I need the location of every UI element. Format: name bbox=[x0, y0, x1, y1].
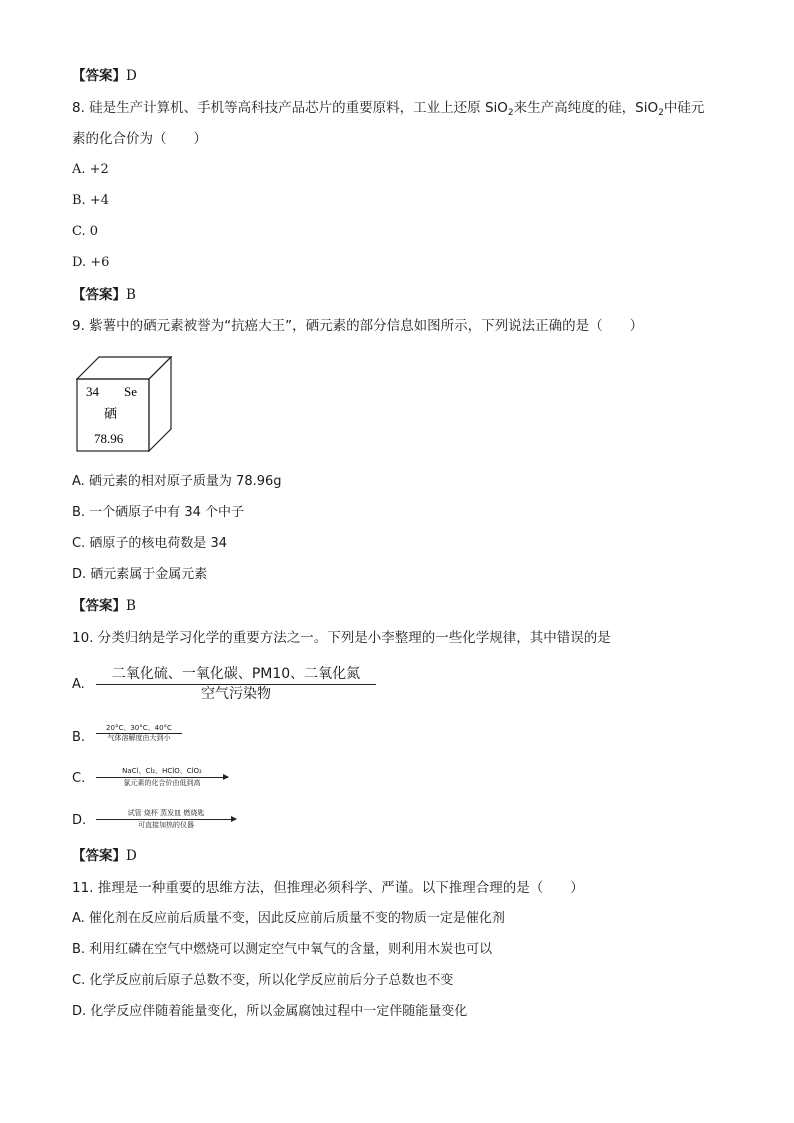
question-8-stem: 8. 硅是生产计算机、手机等高科技产品芯片的重要原料，工业上还原 SiO$_2$来生产高纯度的硅，SiO$_2$中硅元 bbox=[72, 100, 705, 118]
option-a-bottom-text: 空气污染物 bbox=[201, 686, 271, 702]
option-d-arrow bbox=[96, 819, 236, 820]
option-b-bottom-text: 气体溶解度由大到小 bbox=[107, 734, 171, 742]
option-b-top-text: 20°C、30°C、40°C bbox=[106, 724, 172, 732]
element-cell-figure bbox=[76, 356, 172, 452]
question-8-option-a: A. +2 bbox=[72, 162, 109, 177]
answer-value: D bbox=[126, 68, 137, 84]
question-11-option-a: A. 催化剂在反应前后质量不变，因此反应前后质量不变的物质一定是催化剂 bbox=[72, 911, 505, 926]
question-9-stem: 9. 紫薯中的硒元素被誉为“抗癌大王”，硒元素的部分信息如图所示，下列说法正确的是（ ） bbox=[72, 318, 644, 334]
question-10-option-c-diagram bbox=[96, 767, 228, 788]
answer-label: 【答案】 bbox=[72, 68, 126, 84]
question-10-option-b-label: B. bbox=[72, 730, 86, 745]
element-symbol: Se bbox=[124, 384, 137, 399]
question-10-option-a-label: A. bbox=[72, 677, 85, 692]
question-9-option-a: A. 硒元素的相对原子质量为 78.96g bbox=[72, 474, 282, 489]
question-8-stem-cont: 素的化合价为（ ） bbox=[72, 131, 207, 147]
question-9-option-c: C. 硒原子的核电荷数是 34 bbox=[72, 536, 228, 551]
question-10-option-a-diagram bbox=[96, 666, 376, 703]
question-10-option-c-label: C. bbox=[72, 771, 86, 786]
option-a-divider bbox=[96, 684, 376, 685]
question-9-option-d: D. 硒元素属于金属元素 bbox=[72, 567, 208, 582]
question-11-option-c: C. 化学反应前后原子总数不变，所以化学反应前后分子总数也不变 bbox=[72, 973, 454, 988]
question-9-option-b: B. 一个硒原子中有 34 个中子 bbox=[72, 505, 244, 520]
option-a-top-text: 二氧化硫、一氧化碳、PM10、二氧化氮 bbox=[111, 666, 361, 682]
option-c-top-text: NaCl、Cl₂、HClO、ClO₂ bbox=[122, 767, 202, 775]
question-10-stem: 10. 分类归纳是学习化学的重要方法之一。下列是小李整理的一些化学规律，其中错误的是 bbox=[72, 630, 611, 646]
option-c-bottom-text: 氯元素的化合价由低到高 bbox=[123, 779, 201, 787]
answer-line bbox=[72, 67, 137, 85]
question-11-stem: 11. 推理是一种重要的思维方法，但推理必须科学、严谨。以下推理合理的是（ ） bbox=[72, 880, 584, 896]
option-c-arrow bbox=[96, 777, 228, 778]
answer-line: 【答案】B bbox=[72, 287, 136, 303]
element-name: 硒 bbox=[104, 407, 118, 422]
question-11-option-d: D. 化学反应伴随着能量变化，所以金属腐蚀过程中一定伴随能量变化 bbox=[72, 1004, 468, 1019]
question-8-option-c: C. 0 bbox=[72, 224, 99, 239]
element-mass: 78.96 bbox=[94, 431, 124, 446]
element-number: 34 bbox=[86, 384, 99, 399]
question-10-option-b-diagram bbox=[96, 724, 182, 743]
answer-line: 【答案】B bbox=[72, 598, 136, 614]
answer-line: 【答案】D bbox=[72, 848, 137, 864]
option-d-bottom-text: 可直接加热的仪器 bbox=[138, 821, 194, 829]
question-10-option-d-diagram bbox=[96, 809, 236, 830]
question-10-option-d-label: D. bbox=[72, 813, 87, 828]
question-8-option-d: D. +6 bbox=[72, 255, 110, 270]
question-8-option-b: B. +4 bbox=[72, 193, 109, 208]
question-11-option-b: B. 利用红磷在空气中燃烧可以测定空气中氧气的含量，则利用木炭也可以 bbox=[72, 942, 493, 957]
option-d-top-text: 试管 烧杯 蒸发皿 燃烧匙 bbox=[127, 809, 205, 817]
